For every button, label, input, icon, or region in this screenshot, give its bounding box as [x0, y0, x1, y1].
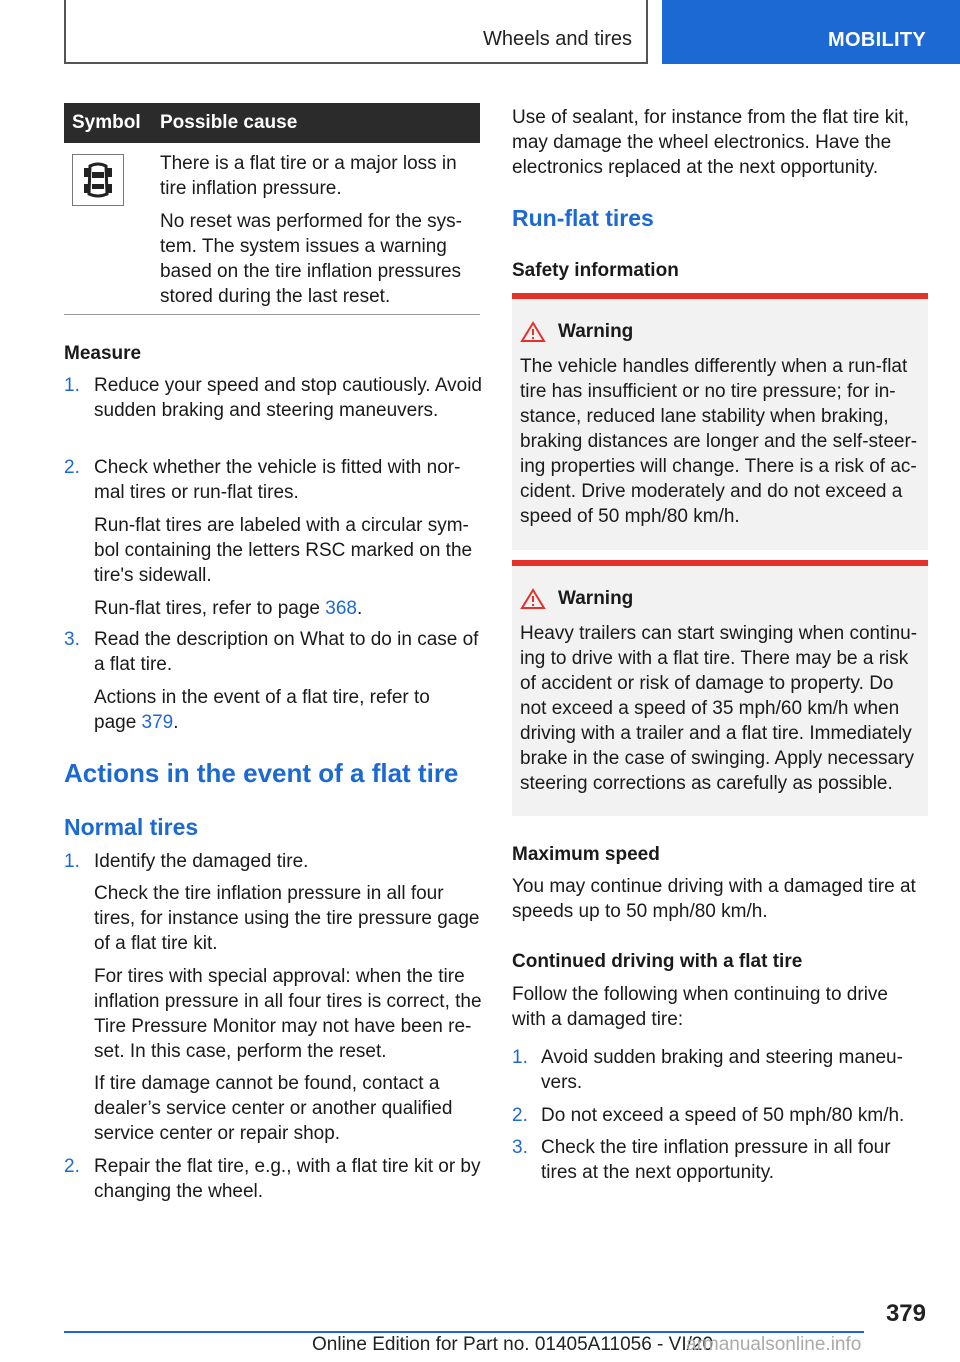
cause-paragraph-1: There is a flat tire or a major loss in tire inflation pressure. — [160, 153, 457, 199]
symbol-table — [64, 103, 480, 319]
header-section-title: Wheels and tires — [483, 28, 632, 50]
flat-tire-car-icon — [72, 154, 124, 206]
table-header-symbol: Symbol — [64, 103, 152, 143]
continued-driving-text: Follow the following when continuing to drive with a damaged tire: — [512, 984, 888, 1030]
page-link-368[interactable]: 368 — [325, 598, 357, 619]
header-section-box — [64, 0, 648, 64]
measure-item-2: Check whether the vehicle is fitted with normal tires or run-flat tires. — [94, 457, 461, 503]
actions-heading: Actions in the event of a flat tire — [64, 758, 459, 788]
normal-tires-heading: Normal tires — [64, 814, 199, 840]
measure-num-2: 2. — [64, 457, 80, 478]
measure-item-1: Reduce your speed and stop cautiously. Avoid sudden braking and steering maneuvers. — [94, 375, 482, 421]
continued-item-1: Avoid sudden braking and steering maneuvers. — [541, 1047, 903, 1093]
warning-header-1 — [520, 321, 633, 343]
measure-item-3-ref: Actions in the event of a flat tire, refer to page 379. — [94, 687, 430, 733]
measure-num-1: 1. — [64, 375, 80, 396]
max-speed-text: You may continue driving with a damaged tire at speeds up to 50 mph/80 km/h. — [512, 876, 916, 922]
safety-info-heading: Safety information — [512, 260, 679, 281]
measure-item-2-note: Run-flat tires are labeled with a circular symbol containing the letters RSC marked on the tire's sidewall. — [94, 515, 473, 586]
header-chapter-label: MOBILITY — [828, 29, 926, 51]
page-link-379[interactable]: 379 — [141, 712, 174, 733]
warning-triangle-icon — [520, 588, 546, 610]
continued-driving-heading: Continued driving with a flat tire — [512, 951, 803, 972]
warning-header-2 — [520, 588, 633, 610]
table-row — [64, 143, 480, 319]
sealant-note: Use of sealant, for instance from the flat tire kit, may damage the wheel electronics. Have the electronics replaced at the next opportunity. — [512, 107, 910, 178]
continued-num-1: 1. — [512, 1047, 528, 1068]
max-speed-heading: Maximum speed — [512, 844, 660, 865]
table-divider — [64, 314, 480, 315]
measure-title: Measure — [64, 343, 142, 364]
continued-item-3: Check the tire inflation pressure in all four tires at the next opportunity. — [541, 1137, 891, 1183]
action-item-1: Identify the damaged tire. — [94, 851, 309, 872]
measure-item-2-ref: Run-flat tires, refer to page 368. — [94, 598, 363, 619]
action-item-2: Repair the flat tire, e.g., with a flat tire kit or by changing the wheel. — [94, 1156, 481, 1202]
action-item-1-p2: Check the tire inflation pressure in all four tires, for instance using the tire pressure gage of a flat tire kit. — [94, 883, 480, 954]
measure-item-3: Read the description on What to do in case of a flat tire. — [94, 629, 479, 675]
continued-num-3: 3. — [512, 1137, 528, 1158]
warning-triangle-icon — [520, 321, 546, 343]
continued-item-2: Do not exceed a speed of 50 mph/80 km/h. — [541, 1105, 905, 1126]
header-chapter-tab[interactable] — [662, 0, 960, 64]
runflat-heading: Run-flat tires — [512, 205, 654, 231]
warning-title-1: Warning — [558, 321, 634, 342]
warning-title-2: Warning — [558, 588, 634, 609]
footer-edition: Online Edition for Part no. 01405A11056 - VI/20 — [312, 1334, 714, 1355]
action-item-1-p3: For tires with special approval: when the tire inflation pressure in all four tires is correct, the Tire Pressure Monitor may not have been reset. In this case, perform the reset. — [94, 966, 482, 1062]
warning-text-2: Heavy trailers can start swinging when continuing to drive with a flat tire. There may be a risk of accident or risk of damage to property. Do not exceed a speed of 35 mph/60 km/h when driving with a trailer and a flat tire. Immediately brake in the case of swinging. Apply necessary steering corrections as carefully as possible. — [520, 623, 918, 794]
action-num-2: 2. — [64, 1156, 80, 1177]
table-header-cause: Possible cause — [152, 103, 480, 143]
measure-num-3: 3. — [64, 629, 80, 650]
watermark: armanualsonline.info — [686, 1334, 862, 1355]
warning-text-1: The vehicle handles differently when a run-flat tire has insufficient or no tire pressure; for instance, reduced lane stability when braking, braking distances are longer and the self-steering properties will change. There is a risk of accident. Drive moderately and do not exceed a speed of 50 mph/80 km/h. — [520, 356, 918, 527]
action-num-1: 1. — [64, 851, 80, 872]
continued-num-2: 2. — [512, 1105, 528, 1126]
cause-paragraph-2: No reset was performed for the system. The system issues a warning based on the tire inflation pressures stored during the last reset. — [160, 211, 462, 307]
warning-box-2 — [512, 560, 928, 816]
page-number: 379 — [885, 1300, 926, 1327]
warning-box-1 — [512, 293, 928, 550]
footer-divider — [64, 1331, 864, 1333]
action-item-1-p4: If tire damage cannot be found, contact a dealer’s service center or another qualified service center or repair shop. — [94, 1073, 453, 1144]
